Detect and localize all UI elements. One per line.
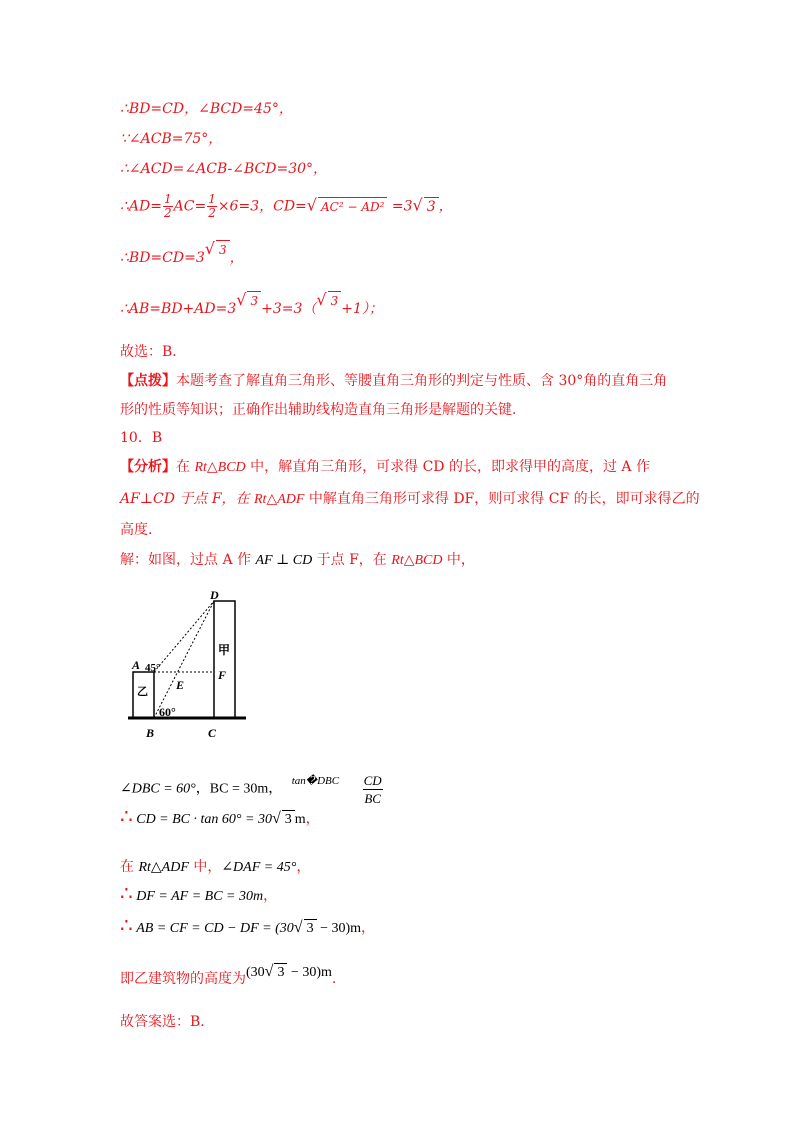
analysis-line-3: 高度. [120,522,153,538]
given-line: ∠DBC = 60°，BC = 30m， $^{tan�DBC}$ $\frac{CD}{BC}$ [120,773,382,806]
line-ad-cd: ∴AD= $\frac{1}{2}$ AC= $\frac{1}{2}$ ×6=3，CD=√ AC² − AD² =3√ 3 ， [120,192,453,220]
line-acd: ∴∠ACD=∠ACB-∠BCD=30°， [120,161,328,177]
solution-intro: 解：如图，过点 A 作 AF ⊥ CD 于点 F，在 Rt△BCD 中， [120,552,475,568]
label-jia: 甲 [218,643,231,657]
label-e: E [176,678,185,692]
line-ab-value: ∴AB=BD+AD=3√ 3 +3=3（√ 3 +1）； [120,290,383,317]
label-60: 60° [159,705,176,719]
answer-9: 故选：B． [120,344,187,360]
analysis-line-1: 【分析】在 Rt△BCD 中，解直角三角形，可求得 CD 的长，即求得甲的高度，过 A 作 [120,459,650,475]
ab-computation: ∴ AB = CF = CD − DF = (30√ 3 − 30)m， [120,915,376,937]
question-10-answer: 10．B [120,430,163,446]
geometry-figure [118,585,258,745]
line-acb: ∵∠ACB=75°， [120,131,223,147]
analysis-line-2: AF⊥CD 于点 F，在 Rt△ADF 中解直角三角形可求得 DF，则可求得 CF 的长，即可求得乙的 [120,491,700,507]
line-bd-cd: ∴BD=CD，∠BCD=45°， [120,101,293,117]
tip-line-2: 形的性质等知识；正确作出辅助线构造直角三角形是解题的关键. [120,402,517,418]
line-bd [154,601,214,718]
in-triangle-adf: 在 Rt△ADF 中，∠DAF = 45°， [120,859,311,875]
df-equality: ∴ DF = AF = BC = 30m， [120,883,278,905]
final-answer: 故答案选：B. [120,1014,205,1030]
line-bd-cd-value: ∴BD=CD=3√ 3 ， [120,239,244,266]
tip-line-1: 【点拨】本题考查了解直角三角形、等腰直角三角形的判定与性质、含 30°角的直角三角 [120,373,668,389]
label-b: B [146,726,155,740]
label-a: A [132,658,141,672]
label-yi: 乙 [137,685,148,698]
label-c: C [208,726,217,740]
conclusion-height: 即乙建筑物的高度为(30√ 3 − 30)m. [120,963,337,987]
cd-computation: ∴ CD = BC · tan 60° = 30√ 3 m， [120,806,320,828]
building-jia [214,601,235,718]
label-45: 45° [145,662,161,674]
label-d: D [210,588,219,602]
label-f: F [218,668,227,682]
line-ad [154,601,214,672]
